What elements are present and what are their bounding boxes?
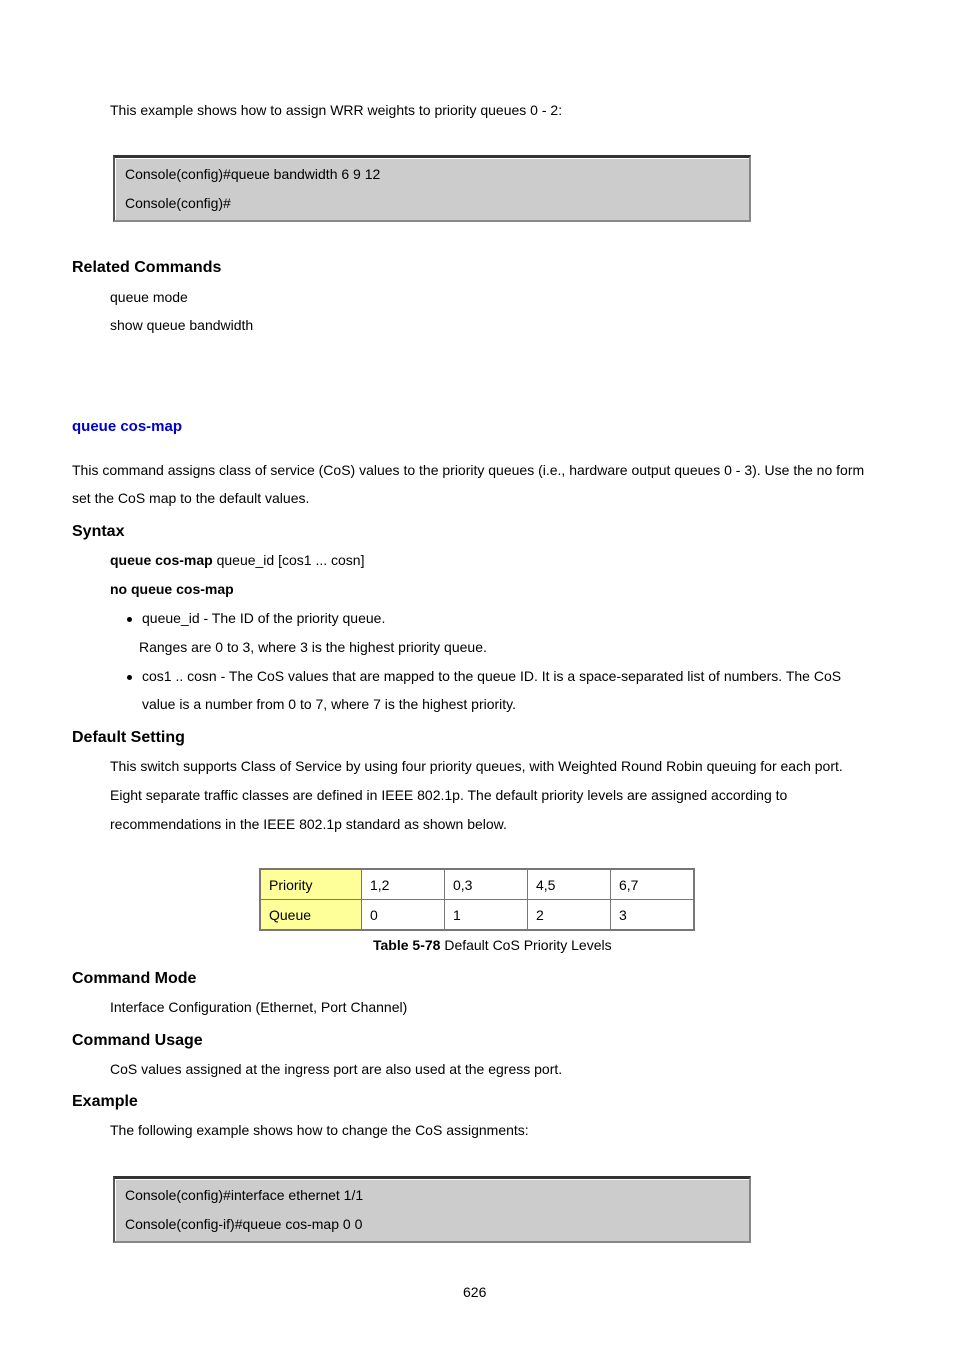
console-example-1: [113, 155, 751, 222]
table-cell: 3: [611, 900, 695, 931]
related-commands-heading: Related Commands: [72, 259, 222, 276]
command-usage-heading: Command Usage: [72, 1032, 203, 1049]
description-line: This command assigns class of service (CoS) values to the priority queues (i.e., hardware output queues 0 - 3). Use the no form: [72, 462, 865, 478]
description-line: set the CoS map to the default values.: [72, 490, 310, 506]
console-line: Console(config)#: [125, 195, 231, 211]
cos-priority-table: [259, 868, 695, 931]
table-caption: [373, 937, 612, 953]
table-cell: 1: [445, 900, 528, 931]
intro-text: This example shows how to assign WRR weights to priority queues 0 - 2:: [110, 102, 563, 118]
syntax-command: queue cos-map: [110, 552, 213, 568]
table-caption-number: Table 5-78: [373, 937, 441, 953]
syntax-line-2: no queue cos-map: [110, 581, 234, 597]
table-cell: Priority: [260, 869, 362, 900]
console-line: Console(config-if)#queue cos-map 0 0: [125, 1216, 363, 1232]
console-example-2: [113, 1176, 751, 1243]
table-cell: 0: [362, 900, 445, 931]
table-cell: 2: [528, 900, 611, 931]
command-mode-text: Interface Configuration (Ethernet, Port Channel): [110, 999, 408, 1015]
console-line: Console(config)#interface ethernet 1/1: [125, 1187, 364, 1203]
related-command-item: queue mode: [110, 289, 188, 305]
table-cell: 1,2: [362, 869, 445, 900]
syntax-bullet: queue_id - The ID of the priority queue.: [142, 610, 386, 626]
command-usage-text: CoS values assigned at the ingress port are also used at the egress port.: [110, 1061, 563, 1077]
table-cell: 4,5: [528, 869, 611, 900]
default-setting-heading: Default Setting: [72, 729, 185, 746]
syntax-heading: Syntax: [72, 523, 125, 540]
syntax-args: queue_id [cos1 ... cosn]: [212, 552, 365, 568]
table-cell: 6,7: [611, 869, 695, 900]
command-title: queue cos-map: [72, 418, 183, 435]
syntax-bullet-cont: value is a number from 0 to 7, where 7 is the highest priority.: [142, 696, 517, 712]
example-heading: Example: [72, 1093, 138, 1110]
table-cell: 0,3: [445, 869, 528, 900]
syntax-bullet: cos1 .. cosn - The CoS values that are mapped to the queue ID. It is a space-separated list of numbers. The CoS: [142, 668, 842, 684]
syntax-line-1: [110, 552, 364, 568]
table-cell: Queue: [260, 900, 362, 931]
table-caption-text: Default CoS Priority Levels: [440, 937, 612, 953]
command-mode-heading: Command Mode: [72, 970, 197, 987]
related-command-item: show queue bandwidth: [110, 317, 254, 333]
default-setting-line: This switch supports Class of Service by using four priority queues, with Weighted Round Robin queuing for each port.: [110, 758, 843, 774]
default-setting-line: Eight separate traffic classes are defined in IEEE 802.1p. The default priority levels are assigned according to: [110, 787, 788, 803]
example-text: The following example shows how to change the CoS assignments:: [110, 1122, 529, 1138]
syntax-bullet-cont: Ranges are 0 to 3, where 3 is the highest priority queue.: [139, 639, 487, 655]
default-setting-line: recommendations in the IEEE 802.1p standard as shown below.: [110, 816, 507, 832]
table-row: [260, 869, 694, 900]
table-row: [260, 900, 694, 931]
console-line: Console(config)#queue bandwidth 6 9 12: [125, 166, 381, 182]
page-number: 626: [463, 1284, 487, 1300]
